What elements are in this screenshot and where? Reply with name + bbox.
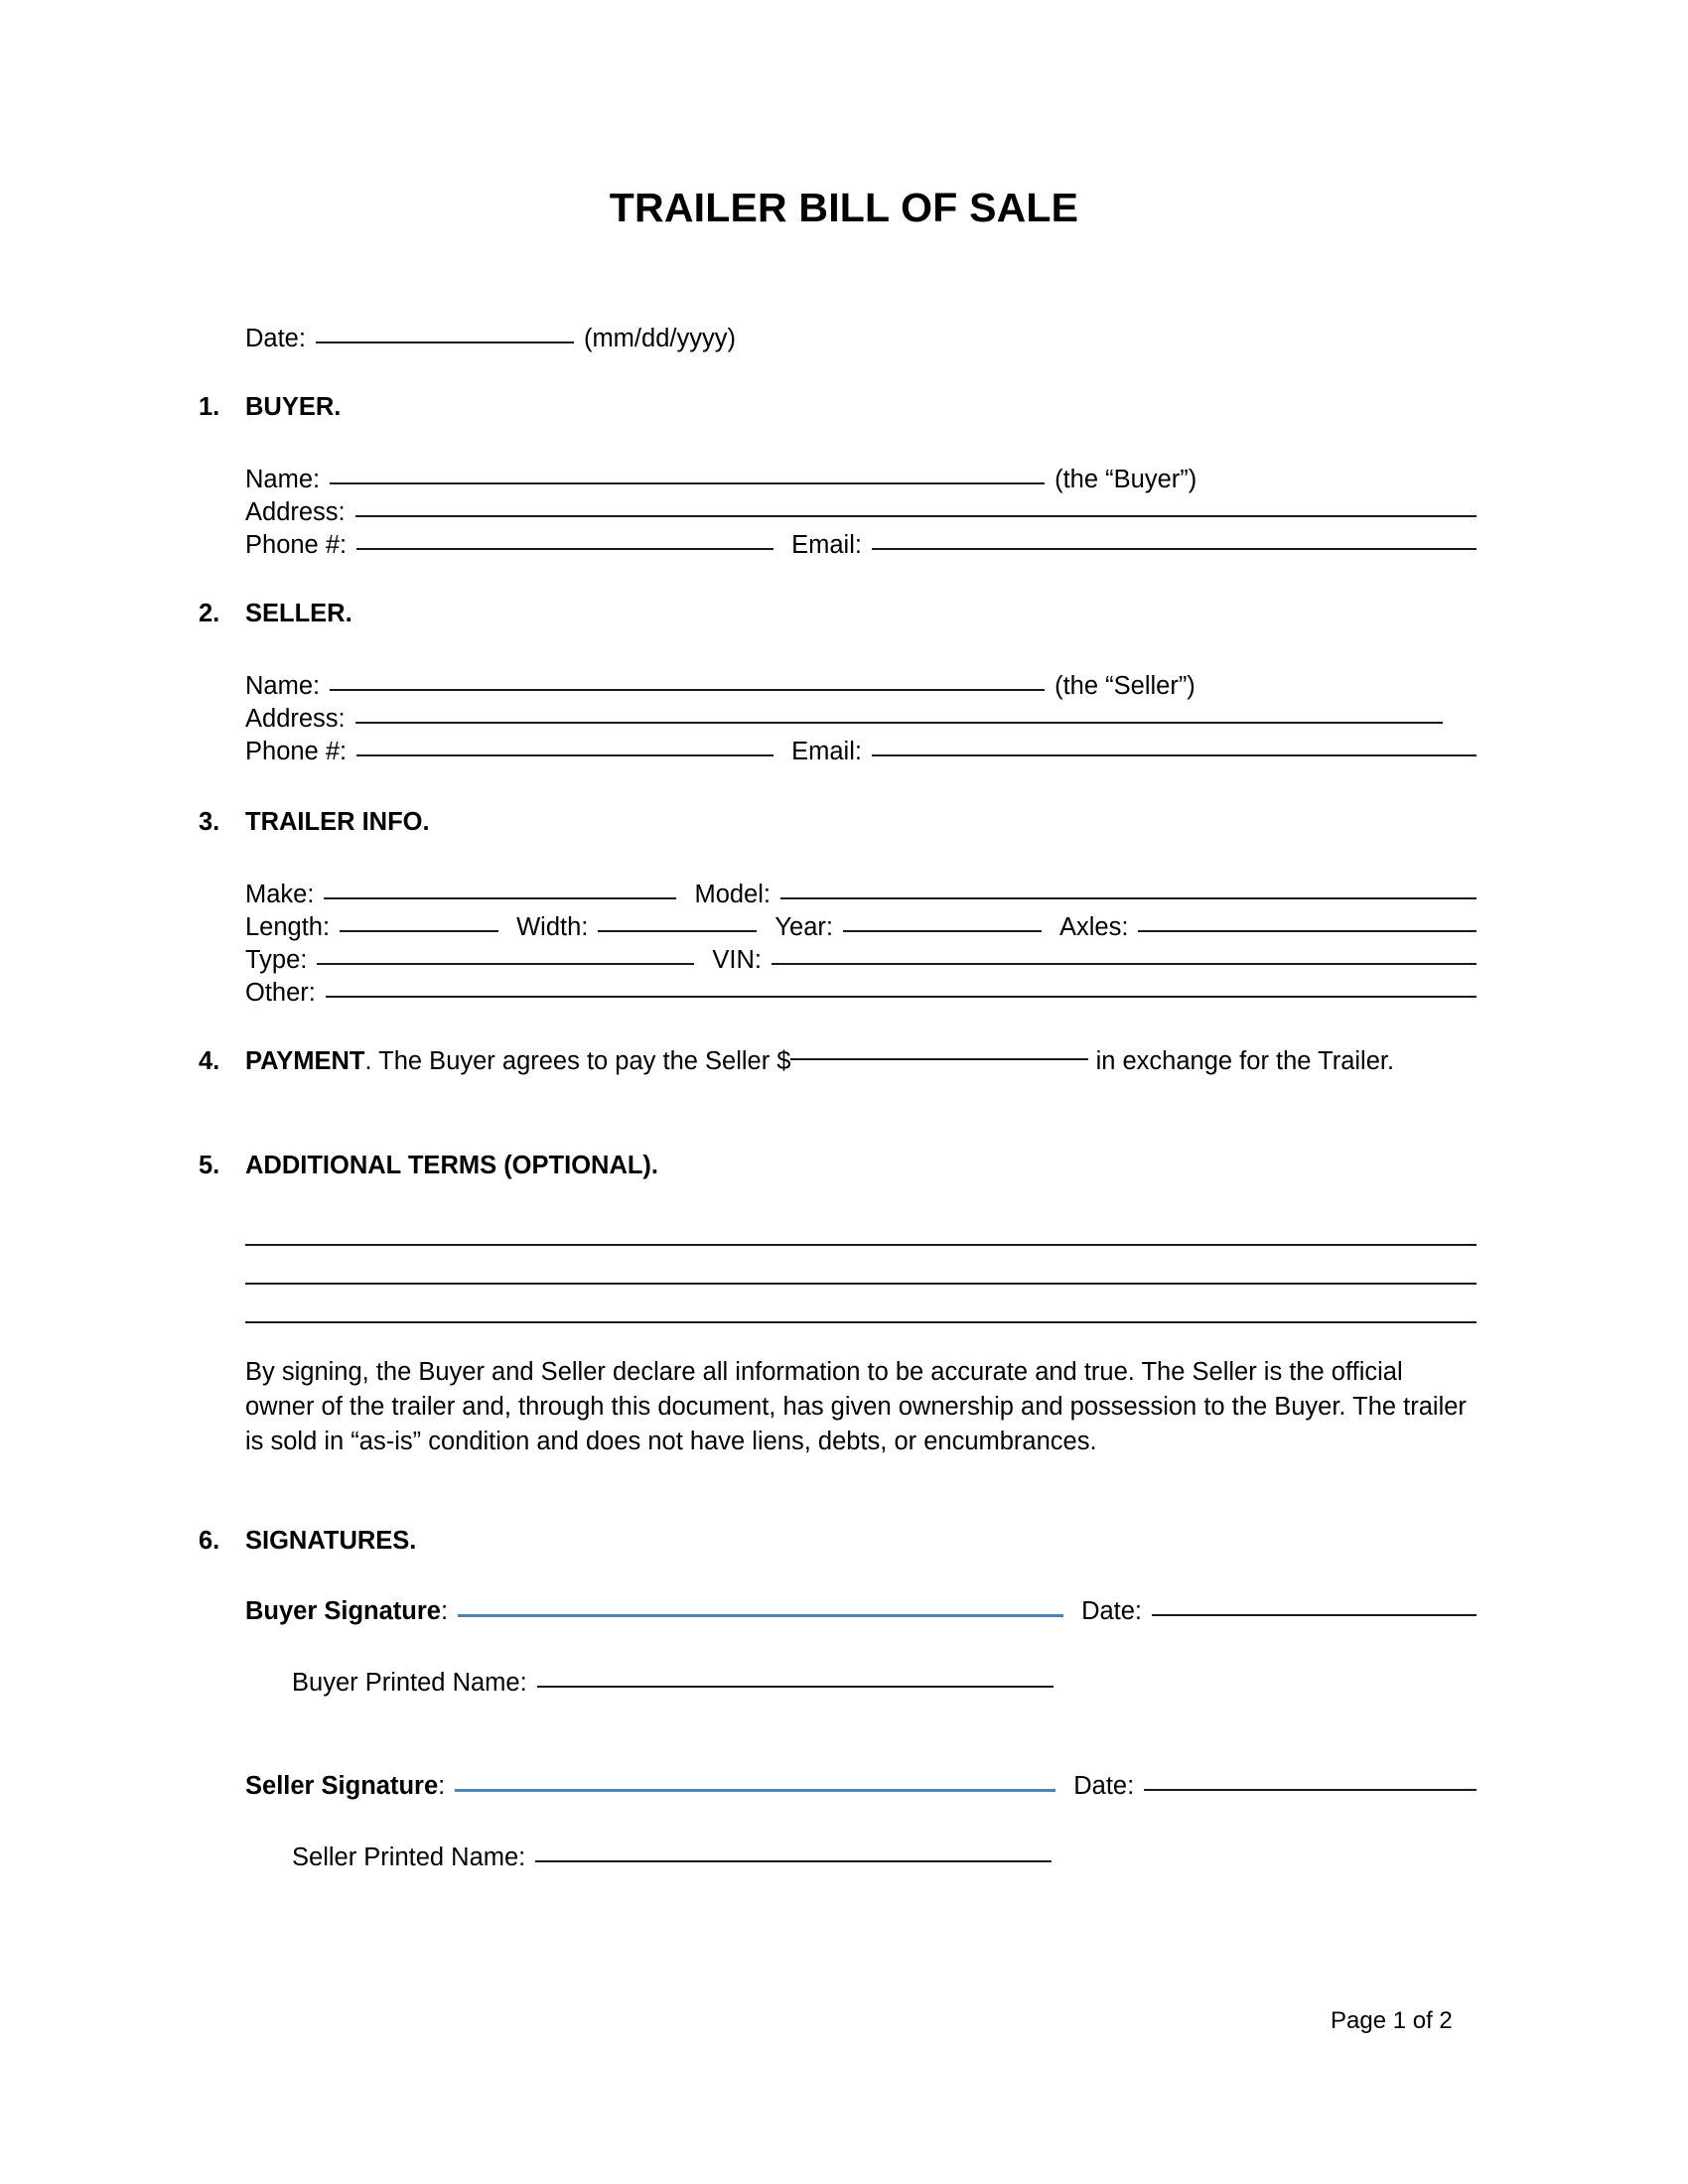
buyer-phone-label: Phone #: <box>245 531 348 559</box>
trailer-other-row <box>245 977 1477 1010</box>
trailer-year-input-rule[interactable] <box>843 930 1042 932</box>
section-title-additional-terms: ADDITIONAL TERMS (OPTIONAL) <box>245 1152 651 1179</box>
date-format-hint: (mm/dd/yyyy) <box>583 325 736 352</box>
seller-printed-name-label: Seller Printed Name: <box>292 1843 526 1871</box>
buyer-fields <box>245 464 1477 562</box>
trailer-type-label: Type: <box>245 946 308 974</box>
section-period: . <box>334 393 342 421</box>
additional-terms-line-1[interactable] <box>245 1244 1477 1246</box>
trailer-vin-label: VIN: <box>712 946 762 974</box>
seller-signature-input-rule[interactable] <box>455 1789 1055 1792</box>
section-number-buyer: 1. <box>199 393 220 421</box>
buyer-email-input-rule[interactable] <box>872 548 1477 550</box>
seller-phone-label: Phone #: <box>245 738 348 765</box>
section-payment <box>199 1044 1475 1079</box>
buyer-contact-row <box>245 529 1477 562</box>
buyer-phone-input-rule[interactable] <box>356 548 774 550</box>
trailer-model-label: Model: <box>694 881 771 908</box>
trailer-make-model-row <box>245 879 1477 911</box>
page-title: TRAILER BILL OF SALE <box>609 185 1079 230</box>
trailer-year-label: Year: <box>774 913 833 941</box>
section-number-payment: 4. <box>199 1047 220 1075</box>
additional-terms-line-3[interactable] <box>245 1321 1477 1323</box>
trailer-dimensions-row <box>245 911 1477 944</box>
trailer-length-label: Length: <box>245 913 331 941</box>
trailer-make-input-rule[interactable] <box>324 897 676 899</box>
section-heading-trailer-info <box>199 806 430 839</box>
seller-fields <box>245 670 1477 768</box>
trailer-model-input-rule[interactable] <box>780 897 1477 899</box>
seller-address-label: Address: <box>245 705 346 733</box>
seller-address-row <box>245 703 1477 736</box>
seller-email-label: Email: <box>791 738 862 765</box>
seller-signature-row <box>245 1770 1477 1803</box>
buyer-name-suffix: (the “Buyer”) <box>1055 466 1197 493</box>
declaration-paragraph <box>245 1355 1477 1459</box>
section-number-additional-terms: 5. <box>199 1152 220 1179</box>
trailer-info-fields <box>245 879 1477 1010</box>
section-period: . <box>650 1152 659 1179</box>
buyer-signature-input-rule[interactable] <box>458 1614 1063 1617</box>
buyer-signature-label: Buyer Signature <box>245 1597 441 1625</box>
buyer-signature-colon: : <box>440 1597 449 1625</box>
seller-address-input-rule[interactable] <box>355 722 1443 724</box>
section-number-seller: 2. <box>199 600 220 627</box>
seller-name-input-rule[interactable] <box>330 689 1045 691</box>
buyer-name-input-rule[interactable] <box>330 482 1045 484</box>
buyer-signature-row <box>245 1595 1477 1628</box>
section-title-payment: PAYMENT <box>245 1047 365 1075</box>
date-label: Date: <box>245 325 306 352</box>
section-heading-signatures <box>199 1525 416 1558</box>
payment-text-after: in exchange for the Trailer. <box>1088 1047 1395 1075</box>
trailer-length-input-rule[interactable] <box>340 930 498 932</box>
trailer-other-input-rule[interactable] <box>326 996 1477 998</box>
buyer-address-row <box>245 496 1477 529</box>
declaration-text: By signing, the Buyer and Seller declare all information to be accurate and true. The Seller is the official owner of the trailer and, through this document, has given ownership and possession to the Buyer. The trailer is sold in “as-is” condition and does not have liens, debts, or encumbrances. <box>245 1358 1467 1455</box>
trailer-vin-input-rule[interactable] <box>772 963 1477 965</box>
additional-terms-line-2[interactable] <box>245 1283 1477 1285</box>
seller-name-label: Name: <box>245 672 321 700</box>
section-period: . <box>422 808 430 836</box>
trailer-axles-label: Axles: <box>1058 913 1129 941</box>
page-footer: Page 1 of 2 <box>1331 2007 1453 2034</box>
seller-printed-name-row <box>292 1842 1285 1874</box>
buyer-printed-name-input-rule[interactable] <box>537 1686 1054 1688</box>
seller-name-suffix: (the “Seller”) <box>1055 672 1196 700</box>
buyer-signature-date-label: Date: <box>1081 1597 1143 1625</box>
buyer-signature-date-input-rule[interactable] <box>1152 1614 1477 1616</box>
seller-signature-colon: : <box>438 1772 446 1800</box>
section-heading-buyer <box>199 391 341 424</box>
section-period: . <box>345 600 352 627</box>
section-heading-seller <box>199 598 352 630</box>
seller-name-row <box>245 670 1477 703</box>
seller-email-input-rule[interactable] <box>872 754 1477 756</box>
payment-amount-input-rule[interactable] <box>790 1058 1088 1060</box>
section-number-trailer-info: 3. <box>199 808 220 836</box>
trailer-width-input-rule[interactable] <box>598 930 757 932</box>
trailer-type-input-rule[interactable] <box>317 963 694 965</box>
trailer-type-vin-row <box>245 944 1477 977</box>
buyer-address-input-rule[interactable] <box>355 515 1477 517</box>
trailer-other-label: Other: <box>245 979 316 1007</box>
date-field-row <box>245 323 841 355</box>
seller-signature-date-label: Date: <box>1073 1772 1135 1800</box>
section-title-buyer: BUYER <box>245 393 335 421</box>
date-input-rule[interactable] <box>316 341 574 343</box>
trailer-axles-input-rule[interactable] <box>1138 930 1477 932</box>
section-period: . <box>409 1527 417 1555</box>
buyer-printed-name-label: Buyer Printed Name: <box>292 1669 527 1697</box>
seller-signature-date-input-rule[interactable] <box>1144 1789 1477 1791</box>
section-heading-additional-terms <box>199 1150 658 1182</box>
payment-text-before: . The Buyer agrees to pay the Seller $ <box>364 1047 791 1075</box>
section-title-signatures: SIGNATURES <box>245 1527 410 1555</box>
seller-printed-name-input-rule[interactable] <box>535 1860 1052 1862</box>
buyer-address-label: Address: <box>245 498 346 526</box>
buyer-printed-name-row <box>292 1667 1285 1700</box>
seller-contact-row <box>245 736 1477 768</box>
trailer-make-label: Make: <box>245 881 315 908</box>
seller-phone-input-rule[interactable] <box>356 754 774 756</box>
trailer-width-label: Width: <box>516 913 589 941</box>
buyer-name-label: Name: <box>245 466 321 493</box>
section-title-trailer-info: TRAILER INFO <box>245 808 423 836</box>
seller-signature-label: Seller Signature <box>245 1772 439 1800</box>
buyer-name-row <box>245 464 1477 496</box>
section-number-signatures: 6. <box>199 1527 220 1555</box>
section-title-seller: SELLER <box>245 600 346 627</box>
buyer-email-label: Email: <box>791 531 862 559</box>
